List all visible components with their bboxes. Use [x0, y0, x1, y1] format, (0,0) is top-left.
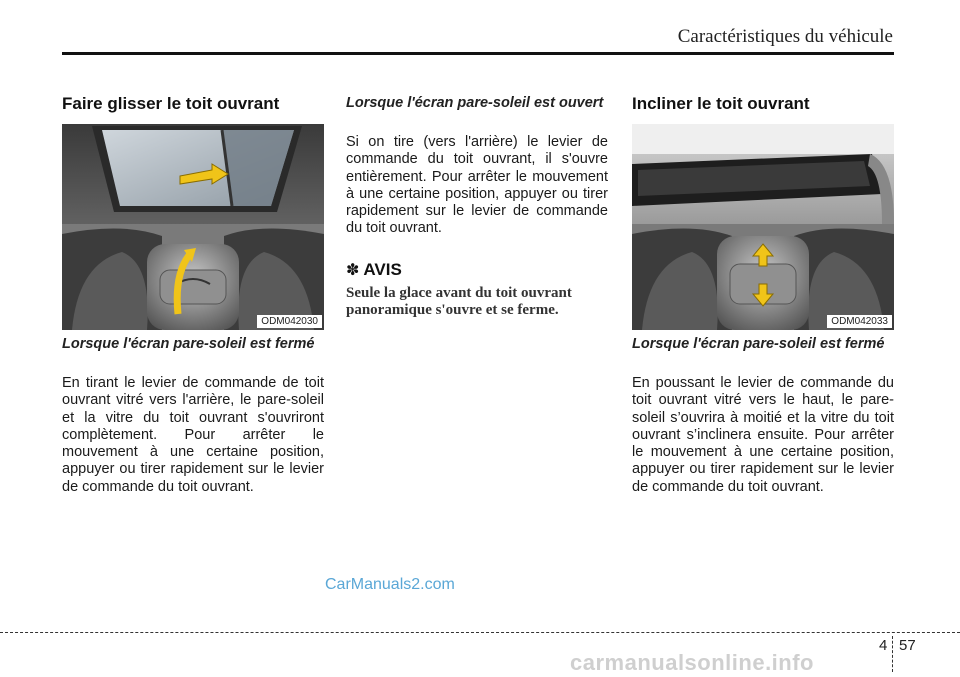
- header-rule: [62, 52, 894, 55]
- paragraph-screen-open: Si on tire (vers l'arrière) le levier de commande du toit ouvrant, il s'ouvre entièrement. Pour arrêter le mouvement à une certaine position, appuyer ou tirer rapidement sur le levier de commande du toit ouvrant.: [346, 134, 608, 237]
- sunroof-tilt-illustration: [632, 124, 894, 330]
- figure-code-label: ODM042033: [827, 315, 892, 328]
- page-header-title: Caractéristiques du véhicule: [677, 26, 893, 47]
- notice-heading: [346, 260, 402, 280]
- paragraph-slide-closed: En tirant le levier de commande de toit ouvrant vitré vers l'arrière, le pare-soleil et la vitre du toit ouvrant s'ouvriront complètement. Pour arrêter le mouvement à une certaine position, appuyer ou tirer rapidement sur le levier de commande du toit ouvrant.: [62, 375, 324, 495]
- page-number: 57: [899, 637, 916, 654]
- figure-tilt-sunroof: [632, 124, 894, 330]
- notice-title: AVIS: [363, 260, 402, 279]
- section-heading-slide: Faire glisser le toit ouvrant: [62, 94, 280, 113]
- footer-rule: [0, 632, 960, 633]
- subheading-screen-closed: Lorsque l'écran pare-soleil est fermé: [62, 336, 315, 352]
- subheading-screen-closed: Lorsque l'écran pare-soleil est fermé: [632, 336, 885, 352]
- page-number-separator: [892, 636, 893, 672]
- figure-slide-sunroof: [62, 124, 324, 330]
- notice-text: Seule la glace avant du toit ouvrant panoramique s'ouvre et se ferme.: [346, 285, 572, 318]
- notice-star-icon: ✽: [346, 260, 360, 279]
- section-heading-tilt: Incliner le toit ouvrant: [632, 94, 810, 113]
- subheading-screen-open: Lorsque l'écran pare-soleil est ouvert: [346, 95, 604, 111]
- footer-watermark: carmanualsonline.info: [570, 650, 814, 675]
- paragraph-tilt-closed: En poussant le levier de commande du toit ouvrant vitré vers le haut, le pare-soleil s’ouvrira à moitié et la vitre du toit ouvrant s’inclinera ensuite. Pour arrêter le mouvement à une certaine position, appuyer ou tirer rapidement sur le levier de commande du toit ouvrant.: [632, 375, 894, 495]
- site-watermark-link[interactable]: CarManuals2.com: [325, 576, 455, 593]
- chapter-number: 4: [879, 637, 888, 654]
- sunroof-slide-illustration: [62, 124, 324, 330]
- figure-code-label: ODM042030: [257, 315, 322, 328]
